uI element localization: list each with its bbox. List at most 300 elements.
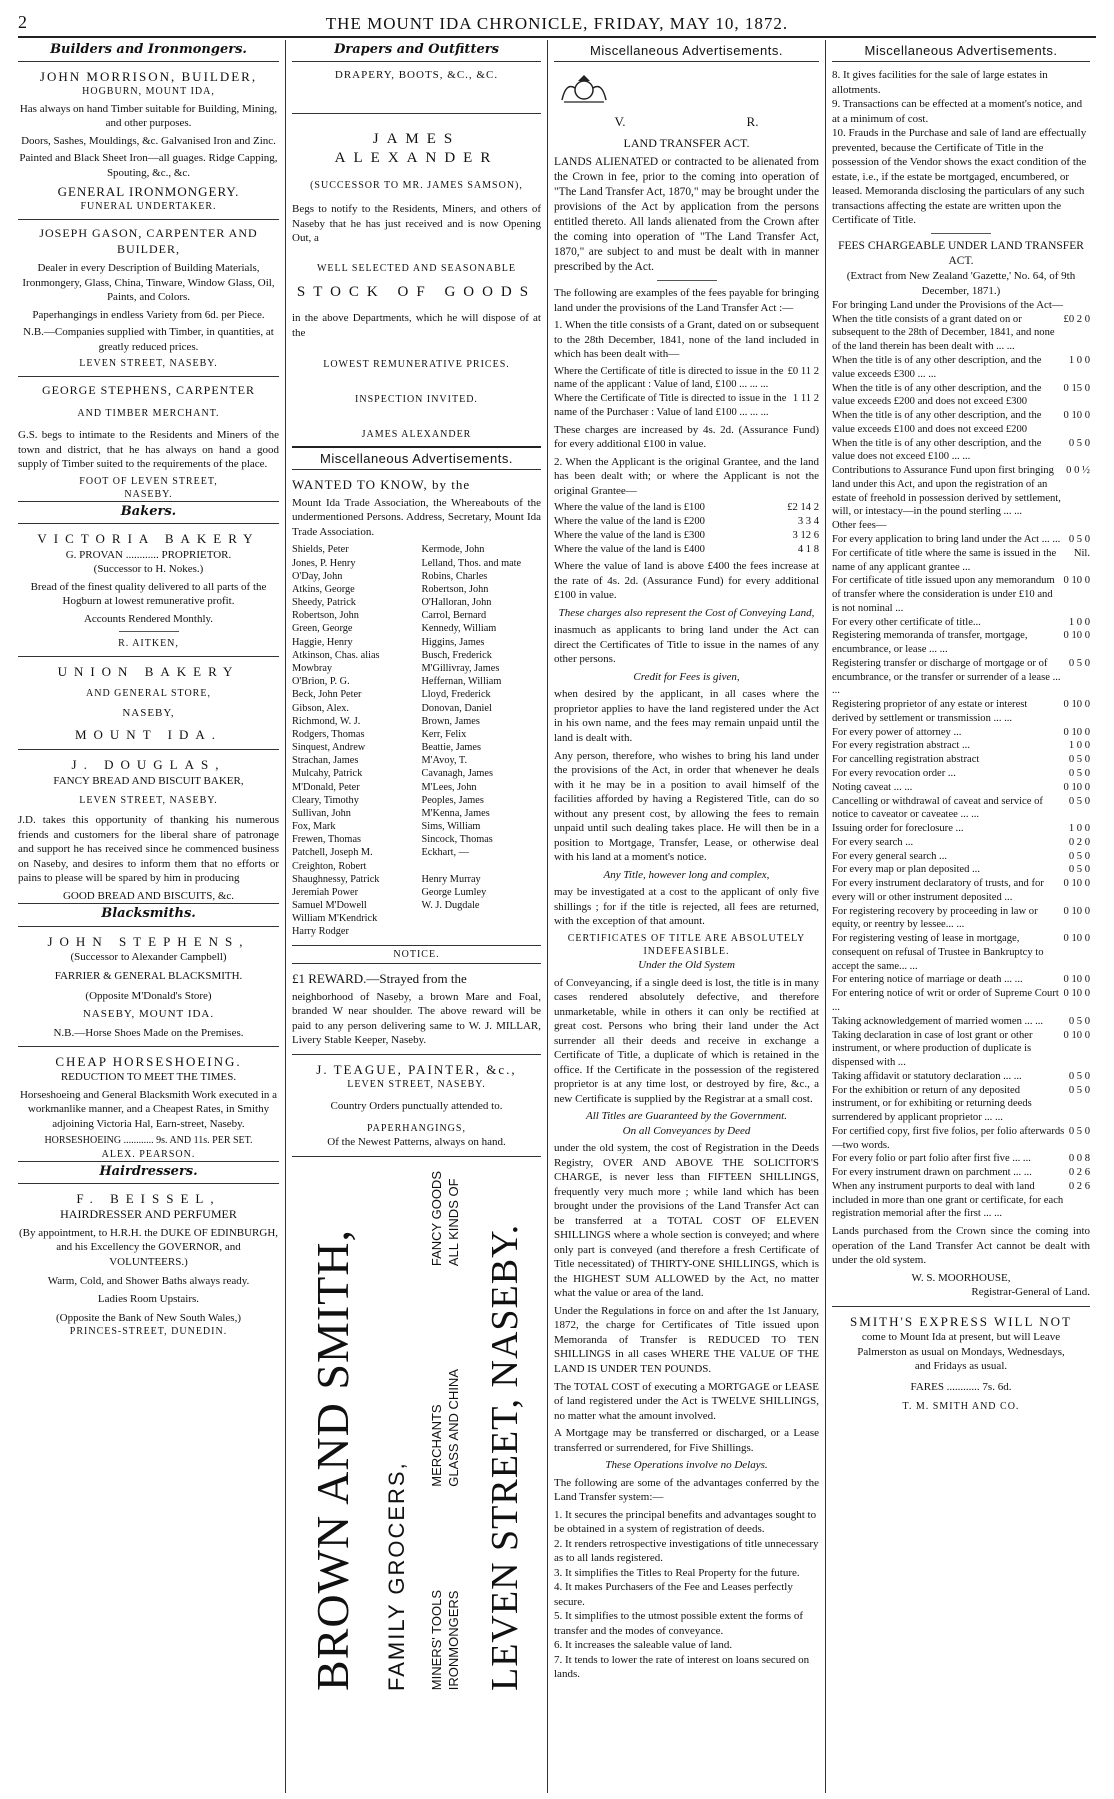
fee-amount: 0 10 0	[1063, 905, 1090, 917]
ad-subtitle: FAMILY GROCERS,	[383, 1460, 409, 1691]
ad-george-stephens	[18, 383, 279, 501]
fee-description: Taking affidavit or statutory declaration ... ...	[832, 1070, 1022, 1082]
person-name: M'Avoy, T.	[421, 755, 468, 767]
fee-row	[832, 987, 1090, 1015]
person-name: Kennedy, William	[421, 623, 497, 635]
person-name: Robins, Charles	[421, 570, 488, 582]
ad-text: FANCY GOODS	[428, 1170, 444, 1266]
fee-description: Registering proprietor of any estate or interest derived by settlement or transmission ... ...	[832, 699, 1028, 724]
person-name: Sinquest, Andrew	[292, 742, 366, 754]
person-name: M'Donald, Peter	[292, 781, 360, 793]
section-hairdressers: Hairdressers.	[18, 1161, 279, 1184]
person-name: Gibson, Alex.	[292, 702, 349, 714]
fee-amount: 0 0 8	[1068, 1153, 1090, 1165]
cipher-right: R.	[746, 113, 759, 129]
ad-text: (SUCCESSOR TO MR. JAMES SAMSON),	[310, 180, 523, 192]
ad-title: JOSEPH GASON, CARPENTER AND BUILDER,	[39, 226, 258, 257]
fee-description: Taking acknowledgement of married women ... ...	[832, 1015, 1044, 1027]
person-name: O'Halloran, John	[421, 597, 492, 609]
fee-amount: 0 10 0	[1063, 974, 1090, 986]
fee-amount: 1 0 0	[1068, 740, 1090, 752]
fee-row: Where the value of the land is £400 4 1 8	[554, 543, 819, 555]
fee-row	[832, 629, 1090, 657]
fee-description: When the title is of any other description, and the value exceeds £100 and does not exceed £200	[832, 410, 1042, 435]
ad-text: R. AITKEN,	[118, 638, 179, 650]
fee-amount: 0 2 6	[1068, 1180, 1090, 1192]
ad-victoria-bakery	[18, 530, 279, 650]
ad-text: NASEBY.	[124, 489, 173, 501]
article-subhead: Under the Old System	[638, 959, 735, 972]
section-bakers: Bakers.	[18, 501, 279, 524]
ad-text: Horseshoeing and General Blacksmith Work executed in a workmanlike manner, and a Cheapest Rates, in Smithy adjoining Victoria Hal, Earn-street, Naseby.	[19, 1088, 278, 1130]
article-subhead: CERTIFICATES OF TITLE ARE ABSOLUTELY INDEFEASIBLE.	[567, 932, 806, 957]
column-1	[18, 40, 285, 1793]
ad-address: LEVEN STREET, NASEBY.	[347, 1079, 486, 1091]
fee-description: Other fees—	[832, 520, 887, 532]
ad-text: Mount Ida Trade Association, the Whereabouts of the undermentioned Persons. Address, Secretary, Mount Ida Trade Association.	[292, 496, 541, 538]
fee-amount: 0 5 0	[1068, 1070, 1090, 1082]
masthead	[18, 6, 1096, 38]
fee-description: For every instrument declaratory of trusts, and for every will or other instrument deposited ...	[832, 878, 1044, 903]
ad-text: FUNERAL UNDERTAKER.	[80, 201, 217, 213]
fee-description: For entering notice of writ or order of Supreme Court ...	[832, 988, 1059, 1013]
ad-text: IRONMONGERS	[446, 1590, 462, 1691]
article-text: inasmuch as applicants to bring land under the Act can direct the Certificates of Title to issue in the names of any other persons.	[554, 624, 819, 666]
person-name: Sims, William	[421, 821, 481, 833]
fee-amount: 0 5 0	[1068, 850, 1090, 862]
person-name: Lelland, Thos. and mate	[421, 557, 522, 569]
fee-amount: 0 5 0	[1068, 864, 1090, 876]
ad-text: Ladies Room Upstairs.	[97, 1293, 200, 1306]
person-name: O'Day, John	[292, 570, 343, 582]
fee-row	[832, 850, 1090, 864]
ad-text: (Opposite the Bank of New South Wales,)	[56, 1311, 241, 1324]
fee-description: For registering recovery by proceeding in law or equity, or reentry by lessee... ...	[832, 905, 1038, 931]
fee-amount: 0 10 0	[1063, 575, 1090, 587]
ad-text: GENERAL IRONMONGERY.	[57, 184, 240, 200]
fee-row	[832, 657, 1090, 698]
fee-row	[832, 382, 1090, 410]
person-name: Atkinson, Chas. alias Mowbray	[292, 649, 380, 674]
list-item: 10. Frauds in the Purchase and sale of land are effectually prevented, because the Certificate of Title in the possession of the Vendor shows the exact condition of the estate, i.e., if the estate be mortgaged, encumbered, or leased. Memoranda disclosing the particulars of any such transactions affecting the estate are written upon the Certificate of Title.	[832, 127, 1087, 227]
person-name: Heffernan, William	[421, 676, 502, 688]
fee-amount: 0 10 0	[1063, 878, 1090, 890]
names-right	[422, 543, 542, 938]
ad-text: G. PROVAN ............ PROPRIETOR.	[65, 548, 232, 561]
ad-title: J. TEAGUE, PAINTER, &c.,	[316, 1062, 517, 1077]
section-miscellaneous: Miscellaneous Advertisements.	[292, 446, 541, 470]
ad-subtitle: FARRIER & GENERAL BLACKSMITH.	[54, 970, 243, 983]
list-item: 8. It gives facilities for the sale of large estates in allotments.	[832, 69, 1048, 96]
person-name: W. J. Dugdale	[421, 900, 480, 912]
ad-gason	[18, 226, 279, 370]
fee-row	[832, 1070, 1090, 1084]
ad-james-alexander	[292, 130, 541, 442]
ad-text: N.B.—Horse Shoes Made on the Premises.	[53, 1026, 244, 1039]
fee-description: For every registration abstract ...	[832, 740, 970, 752]
fees-intro: For bringing Land under the Provisions of the Act—	[832, 299, 1063, 312]
fee-row: Where the value of the land is £200 3 3 4	[554, 516, 819, 528]
fee-amount: 0 2 6	[1068, 1167, 1090, 1179]
person-name: Jeremiah Power	[292, 886, 359, 898]
fee-amount: 0 5 0	[1068, 1015, 1090, 1027]
notice-heading: NOTICE.	[292, 945, 541, 964]
person-name: Brown, James	[421, 715, 480, 727]
fee-amount: 0 5 0	[1068, 767, 1090, 779]
ad-title: VICTORIA BAKERY	[37, 531, 260, 547]
fee-description: For every folio or part folio after first five ... ...	[832, 1153, 1031, 1165]
person-name: M'Gillivray, James	[421, 662, 500, 674]
fee-amount: 0 10 0	[1063, 933, 1090, 945]
fee-description: For entering notice of marriage or death ... ...	[832, 974, 1023, 986]
ad-text: HORSESHOEING ............ 9s. AND 11s. PER SET.	[44, 1135, 253, 1147]
article-title: LAND TRANSFER ACT.	[623, 135, 750, 150]
column-2	[285, 40, 547, 1793]
ad-text: Begs to notify to the Residents, Miners, and others of Naseby that he has just received and is now Opening Out, a	[292, 203, 541, 245]
article-lead: LANDS ALIENATED or contracted to be alienated from the Crown in fee, prior to the coming into operation of "The Land Transfer Act, 1870," may be brought under the provisions of the Act by application from the persons entitled thereto. All lands alienated from the Crown after the coming into operation of "The Land Transfer Act, 1870," are subject to and must be dealt with in manner prescribed by the Act.	[554, 155, 819, 273]
fee-row	[832, 753, 1090, 767]
fee-row	[832, 313, 1090, 354]
closing-text: Lands purchased from the Crown since the coming into operation of the Land Transfer Act cannot be dealt with under the old system.	[832, 1225, 1090, 1267]
ad-text: STOCK OF GOODS	[296, 284, 537, 301]
ad-title: JOHN MORRISON, BUILDER,	[39, 69, 258, 85]
ad-title: UNION BAKERY	[57, 664, 240, 680]
fee-row	[832, 437, 1090, 465]
ad-text: Has always on hand Timber suitable for Building, Mining, and other purposes.	[19, 102, 278, 130]
article-subhead: All Titles are Guaranteed by the Government.	[586, 1110, 787, 1123]
article-text: 1. When the title consists of a Grant, dated on or subsequent to the 28th December, 1841, none of the land included in which has been dealt with—	[554, 319, 819, 361]
vr-cipher	[554, 113, 819, 130]
article-text: The following are examples of the fees payable for bringing land under the provisions of the Land Transfer Act :—	[554, 287, 819, 314]
ad-text: MINERS' TOOLS	[428, 1590, 444, 1691]
fee-row	[832, 1180, 1090, 1221]
article-text: may be investigated at a cost to the applicant of only five shillings ; for if the title is rejected, all fees are returned, with the exception of that amount.	[554, 886, 819, 928]
ad-text: in the above Departments, which he will dispose of at the	[292, 311, 541, 339]
ad-cheap-horseshoeing	[18, 1053, 279, 1161]
list-item: 2. It renders retrospective investigations of title unnecessary as to all lands registered.	[554, 1537, 819, 1565]
ad-text: J.D. takes this opportunity of thanking his numerous friends and customers for the liberal share of patronage and support he has received since he commenced business on Naseby, and desires to inform them that no efforts or pains to please will be spared by him in producing	[18, 814, 279, 885]
list-item: 6. It increases the saleable value of land.	[554, 1639, 733, 1652]
ad-text: Accounts Rendered Monthly.	[83, 612, 214, 625]
ad-text: FARES ............ 7s. 6d.	[910, 1380, 1012, 1393]
person-name: Carrol, Bernard	[421, 610, 487, 622]
fee-row: Where the Certificate of Title is directed to issue in the name of the Purchaser : Value of land £100 ... ... ... 1 11 2	[554, 393, 819, 418]
ad-text: (Opposite M'Donald's Store)	[85, 989, 212, 1002]
fee-amount: 0 5 0	[1068, 795, 1090, 807]
person-name: Donovan, Daniel	[421, 702, 492, 714]
fee-row	[832, 767, 1090, 781]
fee-amount: 0 10 0	[1063, 781, 1090, 793]
ad-beissel	[18, 1190, 279, 1338]
ad-goods	[429, 1171, 462, 1691]
fee-amount: 0 5 0	[1068, 1125, 1090, 1137]
person-name: Creighton, Robert	[292, 860, 367, 872]
fee-row	[832, 354, 1090, 382]
person-name: Rodgers, Thomas	[292, 728, 365, 740]
fee-row	[832, 739, 1090, 753]
royal-arms-icon	[554, 72, 614, 106]
person-name: George Lumley	[421, 886, 487, 898]
ad-subtitle: HAIRDRESSER AND PERFUMER	[60, 1207, 237, 1222]
cipher-left: V.	[614, 113, 626, 129]
ad-text: Bread of the finest quality delivered to all parts of the Hogburn at lowest remunerative profit.	[30, 580, 267, 608]
fee-amount: 0 10 0	[1063, 988, 1090, 1000]
fee-description: When any instrument purports to deal with land included in more than one grant or certificate, for each registration memorial after the first ... ...	[832, 1180, 1064, 1220]
fee-description: Noting caveat ... ...	[832, 781, 913, 793]
fee-description: Cancelling or withdrawal of caveat and service of notice to caveator or caveatee ... ...	[832, 795, 1043, 821]
signatory-title: Registrar-General of Land.	[971, 1286, 1090, 1299]
fee-description: Taking declaration in case of lost grant or other instrument, or where production of duplicate is dispensed with ...	[832, 1029, 1033, 1069]
fee-description: For every revocation order ...	[832, 767, 956, 779]
ad-brown-and-smith	[292, 1171, 541, 1691]
ad-text: ALL KINDS OF	[446, 1178, 462, 1266]
fee-amount: 0 0 ½	[1066, 465, 1090, 477]
fee-amount: 0 10 0	[1063, 410, 1090, 422]
person-name: Shaughnessy, Patrick	[292, 873, 380, 885]
ad-text: ALEX. PEARSON.	[101, 1148, 196, 1160]
page-number: 2	[18, 12, 27, 32]
fee-row	[832, 574, 1090, 615]
list-item: 4. It makes Purchasers of the Fee and Leases perfectly secure.	[554, 1581, 793, 1608]
fee-row	[832, 836, 1090, 850]
column-3	[547, 40, 825, 1793]
fee-amount: 0 10 0	[1063, 699, 1090, 711]
list-item: 7. It tends to lower the rate of interest on loans secured on lands.	[554, 1653, 810, 1681]
ad-text: LOWEST REMUNERATIVE PRICES.	[323, 359, 510, 371]
fee-description: For every search ...	[832, 836, 914, 848]
person-name: Sincock, Thomas	[421, 834, 493, 846]
ad-union-bakery	[18, 663, 279, 743]
ad-address: LEVEN STREET, NASEBY.	[483, 1223, 526, 1691]
ad-text: Warm, Cold, and Shower Baths always ready.	[47, 1274, 250, 1287]
fee-amount: 0 5 0	[1068, 533, 1090, 545]
fee-row	[832, 1084, 1090, 1125]
person-name: Mulcahy, Patrick	[292, 768, 363, 780]
fee-row	[832, 698, 1090, 726]
fee-row	[832, 905, 1090, 933]
person-name: Beck, John Peter	[292, 689, 362, 701]
fee-row	[832, 616, 1090, 630]
fee-row: Where the value of the land is £300 3 12 6	[554, 529, 819, 541]
ad-text: Dealer in every Description of Building Materials, Ironmongery, Glass, China, Tinware, Window Glass, Oil, Paints, and Colors.	[22, 262, 275, 304]
fee-amount: 0 10 0	[1063, 1029, 1090, 1041]
ad-address: HOGBURN, MOUNT IDA,	[82, 86, 215, 98]
ad-text: GOOD BREAD AND BISCUITS, &c.	[62, 889, 235, 902]
person-name: Kermode, John	[421, 544, 485, 556]
fee-description: Registering memoranda of transfer, mortgage, encumbrance, or lease ... ...	[832, 630, 1028, 656]
fee-description: For registering vesting of lease in mortgage, consequent on refusal of Trustee in Bankruptcy to accept the same... ...	[832, 933, 1044, 972]
person-name: Atkins, George	[292, 583, 355, 595]
ad-title: £1 REWARD.—Strayed from the	[292, 970, 467, 986]
fee-description: For certificate of title where the same is issued in the name of any applicant grantee ...	[832, 547, 1057, 573]
ad-subtitle: AND TIMBER MERCHANT.	[77, 408, 220, 420]
column-4	[825, 40, 1096, 1793]
person-name: Shields, Peter	[292, 544, 349, 556]
ad-text: Paperhangings in endless Variety from 6d. per Piece.	[32, 308, 265, 321]
person-name: Cavanagh, James	[421, 768, 493, 780]
ad-text: G.S. begs to intimate to the Residents and Miners of the town and district, that he has always on hand a good supply of Timber suited to the requirements of the place.	[18, 429, 279, 471]
ad-title: JOHN STEPHENS,	[47, 933, 250, 949]
fee-amount: Nil.	[1073, 547, 1090, 559]
article-text: 2. When the Applicant is the original Grantee, and the land has been dealt with; or where the Applicant is not the original Grantee—	[554, 455, 819, 497]
person-name: William M'Kendrick	[292, 913, 378, 925]
ad-title: WANTED TO KNOW, by the	[292, 476, 471, 492]
fee-row	[832, 533, 1090, 547]
fee-amount: 0 15 0	[1063, 382, 1090, 394]
fee-row	[832, 863, 1090, 877]
fee-row	[832, 519, 1090, 533]
article-subhead: Credit for Fees is given,	[633, 670, 740, 683]
ad-text: PAPERHANGINGS,	[367, 1122, 466, 1134]
ad-text: Painted and Black Sheet Iron—all guages. Ridge Capping, Spouting, &c., &c.	[19, 152, 278, 179]
fee-row	[832, 547, 1090, 575]
article-text: These charges are increased by 4s. 2d. (Assurance Fund) for every additional £100 in value.	[554, 423, 819, 451]
signatory-name: W. S. MOORHOUSE,	[911, 1271, 1011, 1284]
fee-row	[832, 1152, 1090, 1166]
fee-description: Contributions to Assurance Fund upon first bringing land under this Act, and upon the registration of an estate of freehold in possession derived by settlement, will, or intestacy—in the pound sterling ... ...	[832, 465, 1061, 518]
ad-teague	[292, 1061, 541, 1150]
ad-title: SMITH'S EXPRESS WILL NOT	[850, 1313, 1072, 1329]
ad-text: (By appointment, to H.R.H. the DUKE OF EDINBURGH, and his Excellency the GOVERNOR, and VOLUNTEERS.)	[18, 1226, 279, 1268]
ad-text: FOOT OF LEVEN STREET,	[79, 475, 218, 487]
fee-description: For the exhibition or return of any deposited instrument, or for exhibiting or returning deeds surrendered by applicant proprietor ... ...	[832, 1084, 1032, 1124]
ad-text: (Successor to Alexander Campbell)	[70, 950, 227, 963]
ad-morrison	[18, 68, 279, 213]
ad-text: Doors, Sashes, Mouldings, &c. Galvanised Iron and Zinc.	[21, 134, 276, 147]
fee-row	[832, 726, 1090, 740]
fee-amount: 0 10 0	[1063, 630, 1090, 642]
fee-description: For every map or plan deposited ...	[832, 864, 980, 876]
person-name: Robertson, John	[292, 610, 359, 622]
section-miscellaneous: Miscellaneous Advertisements.	[832, 40, 1090, 62]
fee-amount: £0 2 0	[1063, 313, 1090, 325]
ad-text: LEVEN STREET, NASEBY.	[79, 358, 218, 370]
fee-description: For every application to bring land under the Act ... ...	[832, 533, 1061, 545]
fee-description: For every instrument drawn on parchment ... ...	[832, 1167, 1032, 1179]
fee-row: Where the value of the land is £100 £2 14 2	[554, 502, 819, 514]
person-name: Fox, Mark	[292, 821, 336, 833]
list-item: 5. It simplifies to the utmost possible extent the forms of transfer and the modes of conveyance.	[554, 1610, 803, 1637]
person-name: Lloyd, Frederick	[421, 689, 491, 701]
ad-text: come to Mount Ida at present, but will Leave	[861, 1330, 1061, 1343]
ad-text: NASEBY,	[122, 706, 175, 719]
fee-amount: 0 5 0	[1068, 437, 1090, 449]
fee-amount: 0 5 0	[1068, 754, 1090, 766]
fee-amount: 0 10 0	[1063, 726, 1090, 738]
person-name: Patchell, Joseph M.	[292, 847, 373, 859]
person-name: Sheedy, Patrick	[292, 597, 356, 609]
ad-text: MERCHANTS	[428, 1404, 444, 1487]
article-text: The following are some of the advantages conferred by the Land Transfer system:—	[554, 1476, 819, 1504]
ad-title: BROWN AND SMITH,	[306, 1228, 358, 1691]
fee-row	[832, 781, 1090, 795]
person-name: Cleary, Timothy	[292, 794, 359, 806]
fees-table	[832, 313, 1090, 1222]
person-name: M'Kenna, James	[421, 807, 490, 819]
fee-amount: 0 5 0	[1068, 1084, 1090, 1096]
fee-row	[832, 1166, 1090, 1180]
fee-description: Registering transfer or discharge of mortgage or of encumbrance, or the transfer or surrender of a lease ... ...	[832, 657, 1061, 697]
fee-amount: 0 2 0	[1068, 836, 1090, 848]
section-blacksmiths: Blacksmiths.	[18, 903, 279, 926]
person-name: Sullivan, John	[292, 807, 351, 819]
ad-text: INSPECTION INVITED.	[355, 394, 478, 406]
fee-row	[832, 877, 1090, 905]
section-miscellaneous: Miscellaneous Advertisements.	[554, 40, 819, 62]
article-text: when desired by the applicant, in all cases where the proprietor applies to have the land registered under the Act in his own name, and the fees may remain unpaid until the land is dealt with.	[554, 688, 819, 744]
article-text: The TOTAL COST of executing a MORTGAGE or LEASE of land registered under the Act is TWELVE SHILLINGS, no matter what the amount involved.	[554, 1380, 819, 1422]
section-builders: Builders and Ironmongers.	[18, 40, 279, 62]
fee-row	[832, 795, 1090, 823]
person-name: Green, George	[292, 623, 353, 635]
ad-text: neighborhood of Naseby, a brown Mare and Foal, branded W near shoulder. The above reward will be paid to any person delivering same to W. J. MILLAR, Livery Stable Keeper, Naseby.	[292, 990, 541, 1047]
person-name: Jones, P. Henry	[292, 557, 356, 569]
columns	[18, 40, 1096, 1793]
article-subhead: These Operations involve no Delays.	[605, 1459, 768, 1472]
fees-subtitle: (Extract from New Zealand 'Gazette,' No. 64, of 9th December, 1871.)	[846, 270, 1076, 297]
list-item: 3. It simplifies the Titles to Real Property for the future.	[554, 1566, 800, 1579]
fee-amount	[1086, 519, 1090, 533]
person-name: Eckhart, —	[421, 847, 469, 859]
ad-reward	[292, 970, 541, 1048]
fee-description: When the title consists of a grant dated on or subsequent to the 28th of December, 1841, and none of the land therein has been dealt with ... ...	[832, 313, 1055, 353]
fee-amount: 1 0 0	[1068, 616, 1090, 628]
fee-description: When the title is of any other description, and the value exceeds £300 ... ...	[832, 355, 1042, 380]
ad-text: (Successor to H. Nokes.)	[93, 563, 204, 576]
person-name	[422, 860, 542, 873]
fees-title: FEES CHARGEABLE UNDER LAND TRANSFER ACT.	[838, 239, 1084, 267]
person-name: Frewen, Thomas	[292, 834, 362, 846]
person-name: Richmond, W. J.	[292, 715, 361, 727]
person-name: M'Lees, John	[421, 781, 477, 793]
article-text: Where the value of land is above £400 the fees increase at the rate of 4s. 2d. (Assurance Fund) for every additional £100 in value.	[554, 560, 819, 602]
advantages-continued	[832, 68, 1090, 228]
ad-smiths-express	[832, 1313, 1090, 1413]
ad-text: PRINCES-STREET, DUNEDIN.	[69, 1326, 228, 1338]
person-name: Beattie, James	[421, 742, 481, 754]
ad-text: NASEBY, MOUNT IDA.	[82, 1008, 215, 1021]
article-subhead: These charges also represent the Cost of Conveying Land,	[558, 606, 815, 619]
article-text: Under the Regulations in force on and after the 1st January, 1872, the charge for Certificates of Title issued upon Memoranda of Transfer is REDUCED TO TEN SHILLINGS in all cases WHERE THE VALUE OF THE LAND IS UNDER TEN POUNDS.	[554, 1304, 819, 1375]
fee-row	[832, 1125, 1090, 1153]
person-name: Strachan, James	[292, 755, 359, 767]
ad-address: LEVEN STREET, NASEBY.	[79, 795, 218, 807]
ad-text: and Fridays as usual.	[914, 1360, 1008, 1373]
article-text: Any person, therefore, who wishes to bring his land under the provisions of the Act, in order that whenever he deals with it he may be in a position to avail himself of the facilities afforded by having a Registered Title, can do so without any present cost, by allowing the fees to remain unpaid until such dealing takes place. He will then be in a position to Mortgage, Transfer, Lease, or otherwise deal with his land at a moment's notice.	[554, 749, 819, 864]
article-text: under the old system, the cost of Registration in the Deeds Registry, OVER AND ABOVE THE SOLICITOR'S CHARGE, is never less than FIFTEEN SHILLINGS, frequently very much more ; while land which has been brought under the provisions of the Land Transfer Act can be transferred at a TOTAL COST OF ELEVEN SHILLINGS where a whole section is conveyed; and where only part is conveyed (and therefore a fresh Certificate of Title necessitated) of THIRTY-ONE SHILLINGS, which is the HIGHEST SUM ALLOWED by the Act, no matter what the value or area of the land.	[554, 1142, 819, 1300]
ad-text: MOUNT IDA.	[74, 727, 223, 743]
fee-row	[832, 464, 1090, 519]
fee-amount: 0 5 0	[1068, 657, 1090, 669]
ad-text: WELL SELECTED AND SEASONABLE	[316, 263, 516, 274]
fee-description: When the title is of any other description, and the value does not exceed £100 ... ...	[832, 437, 1042, 463]
fee-amount: 1 0 0	[1068, 355, 1090, 367]
fee-description: Issuing order for foreclosure ...	[832, 823, 964, 835]
ad-text: N.B.—Companies supplied with Timber, in quantities, at greatly reduced prices.	[23, 326, 274, 353]
names-left	[292, 543, 412, 938]
fee-row	[832, 1029, 1090, 1070]
fee-row	[832, 973, 1090, 987]
person-name: Higgins, James	[421, 636, 485, 648]
ad-text: JAMES ALEXANDER	[361, 429, 472, 441]
ad-subtitle: REDUCTION TO MEET THE TIMES.	[60, 1071, 237, 1084]
person-name: Busch, Frederick	[421, 649, 492, 661]
article-subhead: On all Conveyances by Deed	[622, 1124, 751, 1137]
list-item: 1. It secures the principal benefits and advantages sought to be obtained in a system of registration of deeds.	[554, 1508, 817, 1536]
ad-title: CHEAP HORSESHOEING.	[55, 1054, 242, 1070]
article-text: of Conveyancing, if a single deed is lost, the title is in many cases rendered absolutely defective, and therefore unmarketable, while in others it can only be rectified at great cost. Persons who bring their land under the Act surrender all their deeds and receive in exchange a Certificate of Title, a duplicate of which is retained in the office. If the Certificate in the possession of the registered proprietor is at any time lost, or destroyed by fire, &c., a new Certificate is supplied by the Registrar at a small cost.	[554, 976, 819, 1105]
person-name: Robertson, John	[421, 583, 489, 595]
